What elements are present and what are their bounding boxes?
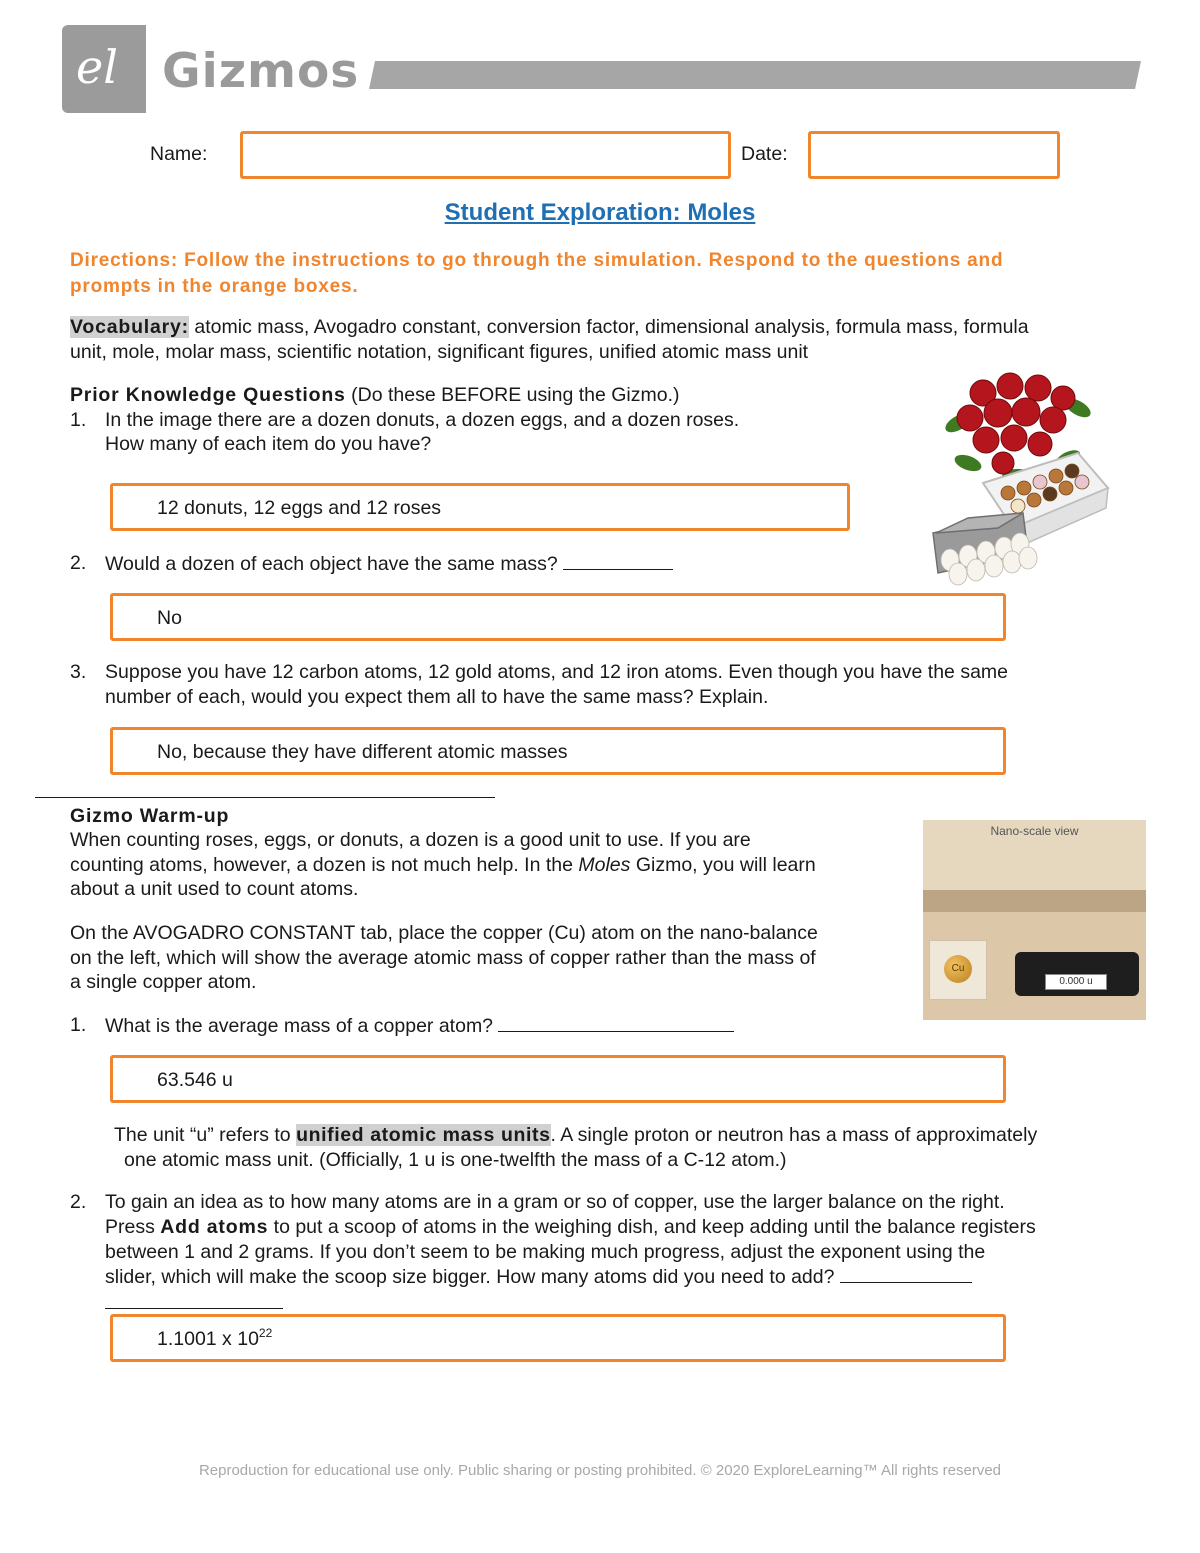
warmup-q2-line-1: To gain an idea as to how many atoms are in a gram or so of copper, use the larger balance on the right. [105, 1191, 1005, 1213]
warmup-p2-line-3: a single copper atom. [70, 971, 257, 993]
page-title: Student Exploration: Moles [444, 199, 756, 226]
date-label: Date: [741, 143, 788, 165]
prior-q1-line-1: In the image there are a dozen donuts, a dozen eggs, and a dozen roses. [105, 409, 740, 431]
directions: Directions: Follow the instructions to go through the simulation. Respond to the questions and prompts in the orange boxes. [70, 250, 1004, 297]
unit-note-a: The unit “u” refers to [114, 1124, 297, 1146]
warmup-p1-line-2b: Gizmo, you will learn [630, 854, 816, 876]
vocabulary-label: Vocabulary: [70, 316, 189, 338]
warmup-q1-number: 1. [70, 1014, 87, 1036]
warmup-q2-line-4-text: slider, which will make the scoop size bigger. How many atoms did you need to add? [105, 1266, 835, 1288]
name-label: Name: [150, 143, 208, 165]
nano-scale-simulation-image [923, 820, 1146, 1020]
warmup-q2-line-3: between 1 and 2 grams. If you don’t seem to be making much progress, adjust the exponent using the [105, 1241, 986, 1263]
prior-q1-line-2: How many of each item do you have? [105, 433, 432, 455]
dozen-items-illustration [928, 368, 1113, 590]
unit-note-b: . A single proton or neutron has a mass of approximately [550, 1124, 1038, 1146]
unit-note-line-2: one atomic mass unit. (Officially, 1 u is one-twelfth the mass of a C-12 atom.) [124, 1149, 787, 1171]
egg-carton [933, 513, 1037, 585]
warmup-q2-answer-base: 1.1001 x 10 [157, 1328, 259, 1350]
warmup-q2-line-2b: to put a scoop of atoms in the weighing dish, and keep adding until the balance registers [268, 1216, 1036, 1238]
warmup-q2-answer-exponent: 22 [258, 1326, 273, 1340]
prior-q3-number: 3. [70, 661, 87, 683]
prior-q2-number: 2. [70, 552, 87, 574]
warmup-heading: Gizmo Warm-up [70, 805, 230, 827]
warmup-p1-line-2 [70, 853, 816, 878]
date-field[interactable] [808, 131, 1060, 179]
prior-heading-bold: Prior Knowledge Questions [70, 384, 346, 406]
warmup-q1-blank [498, 1013, 734, 1032]
copper-atom-label: Cu [951, 963, 965, 974]
prior-q3-line-1: Suppose you have 12 carbon atoms, 12 gold atoms, and 12 iron atoms. Even though you have the same [105, 661, 1008, 683]
vocabulary-terms-1: atomic mass, Avogadro constant, conversion factor, dimensional analysis, formula mass, formula [188, 316, 1029, 338]
prior-q3-answer: No, because they have different atomic masses [157, 741, 568, 763]
prior-q1-answer: 12 donuts, 12 eggs and 12 roses [157, 497, 442, 519]
balance-readout: 0.000 u [1059, 976, 1093, 987]
prior-q2-line [105, 551, 673, 577]
sim-title: Nano-scale view [990, 824, 1079, 838]
section-divider [35, 797, 495, 798]
footer-copyright: Reproduction for educational use only. Public sharing or posting prohibited. © 2020 ExploreLearning™ All rights reserved [198, 1462, 1002, 1479]
vocabulary-line-1 [70, 315, 1029, 340]
gizmos-logo-badge [62, 25, 146, 113]
unit-note-highlight: unified atomic mass units [296, 1124, 551, 1146]
warmup-q1-answer-box[interactable] [110, 1055, 1006, 1103]
warmup-q1-answer: 63.546 u [157, 1069, 233, 1091]
warmup-p2-line-1: On the AVOGADRO CONSTANT tab, place the copper (Cu) atom on the nano-balance [70, 922, 818, 944]
prior-q2-blank [563, 551, 673, 570]
add-atoms-term: Add atoms [160, 1216, 269, 1238]
prior-q2-answer-box[interactable] [110, 593, 1006, 641]
warmup-p1-line-2a: counting atoms, however, a dozen is not much help. In the [70, 854, 579, 876]
prior-q1-number: 1. [70, 409, 87, 431]
header-bar [369, 61, 1141, 89]
nano-balance [1015, 952, 1139, 996]
warmup-q2-blank-2 [105, 1308, 283, 1309]
brand-name: Gizmos [162, 44, 360, 99]
prior-knowledge-heading [70, 383, 680, 408]
copper-atom [944, 955, 972, 983]
unit-note-line-1 [114, 1123, 1037, 1148]
warmup-q1-text: What is the average mass of a copper atom? [105, 1015, 494, 1037]
warmup-p2-line-2: on the left, which will show the average atomic mass of copper rather than the mass of [70, 947, 816, 969]
prior-q3-line-2: number of each, would you expect them all to have the same mass? Explain. [105, 686, 769, 708]
warmup-p1-line-3: about a unit used to count atoms. [70, 878, 359, 900]
sim-shelf [923, 890, 1146, 912]
warmup-p1-line-1: When counting roses, eggs, or donuts, a dozen is a good unit to use. If you are [70, 829, 751, 851]
prior-heading-note: (Do these BEFORE using the Gizmo.) [345, 384, 680, 406]
warmup-q2-blank-1 [840, 1264, 972, 1283]
warmup-q2-line-2 [105, 1215, 1036, 1240]
warmup-q2-line-4 [105, 1264, 972, 1290]
warmup-q2-number: 2. [70, 1191, 87, 1213]
sim-atom-card [929, 940, 987, 1000]
warmup-q1-line [105, 1013, 734, 1039]
warmup-q2-answer [157, 1327, 272, 1351]
balance-readout-panel [1045, 974, 1107, 990]
warmup-q2-line-2a: Press [105, 1216, 161, 1238]
warmup-p1-italic: Moles [578, 854, 631, 876]
name-field[interactable] [240, 131, 731, 179]
prior-q2-answer: No [157, 607, 182, 629]
prior-q2-text: Would a dozen of each object have the same mass? [105, 553, 558, 575]
vocabulary-line-2: unit, mole, molar mass, scientific notation, significant figures, unified atomic mass unit [70, 341, 809, 363]
logo-glyph: el [76, 40, 118, 94]
